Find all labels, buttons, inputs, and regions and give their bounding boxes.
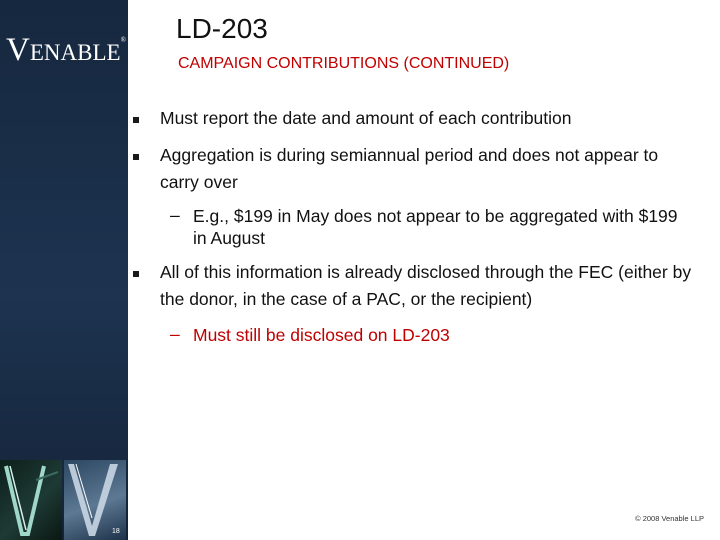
bullet-marker [133,271,139,277]
logo-suffix: LLP [127,53,143,62]
page-number: 18 [112,528,120,535]
bullet-marker [133,117,139,123]
logo-registered-mark: ® [120,36,126,44]
bullet-text: Aggregation is during semiannual period and does not appear to carry over [160,145,659,192]
bullet-text: All of this information is already disclosed through the FEC (either by the donor, in the case of a PAC, or the recipient) [160,262,692,309]
sub-bullet-text: E.g., $199 in May does not appear to be aggregated with $199 in August [193,206,678,248]
sub-bullet-dash: – [170,205,180,225]
slide-title: LD-203 [176,13,268,44]
sub-bullet-dash: – [170,324,180,344]
slide-subtitle: CAMPAIGN CONTRIBUTIONS (CONTINUED) [178,55,510,72]
copyright-footer: © 2008 Venable LLP [635,514,704,523]
bullet-marker [133,154,139,160]
logo-wordmark: VENABLE [6,32,121,68]
bullet-text: Must report the date and amount of each contribution [160,108,572,128]
sub-bullet-text-highlight: Must still be disclosed on LD-203 [193,325,450,345]
